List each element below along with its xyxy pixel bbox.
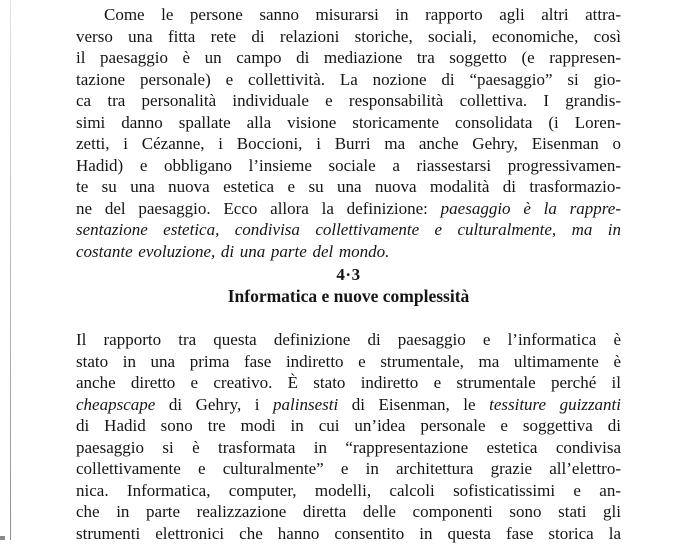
text-line <box>76 351 621 373</box>
body-text-segment: di Hadid sono tre modi in cui un’idea personale e soggettiva di <box>76 416 621 435</box>
text-line <box>76 176 621 198</box>
section-title: Informatica e nuove complessità <box>76 285 621 307</box>
text-line <box>76 69 621 91</box>
text-line <box>76 329 621 351</box>
text-line <box>76 219 621 241</box>
text-line <box>76 458 621 480</box>
body-text-segment: nica. Informatica, computer, modelli, calcoli sofisticatissimi e an- <box>76 481 621 500</box>
italic-text-segment: palinsesti <box>273 395 338 414</box>
body-text-segment: ca tra personalità individuale e responsabilità collettiva. I grandis- <box>76 91 621 110</box>
body-text-segment: te su una nuova estetica e su una nuova modalità di trasformazio- <box>76 177 621 196</box>
body-text-segment: che in parte realizzazione diretta delle componenti sono stati gli <box>76 502 621 521</box>
text-line <box>76 394 621 416</box>
text-line <box>76 26 621 48</box>
paragraph-informatica <box>76 329 621 544</box>
text-line <box>76 437 621 459</box>
body-text-segment: Il rapporto tra questa definizione di paesaggio e l’informatica è <box>76 330 621 349</box>
body-text-segment: il paesaggio è un campo di mediazione tra soggetto (e rappresen- <box>76 48 621 67</box>
text-line <box>76 480 621 502</box>
italic-text-segment: sentazione estetica, condivisa collettivamente e culturalmente, ma in <box>76 220 621 239</box>
body-text-segment: Hadid) e obbligano l’insieme sociale a riassestarsi progressivamen- <box>76 156 621 175</box>
body-text-segment: paesaggio si è trasformata in “rappresentazione estetica condivisa <box>76 438 621 457</box>
body-text-segment: zetti, i Cézanne, i Boccioni, i Burri ma anche Gehry, Eisenman o <box>76 134 621 153</box>
text-line <box>76 47 621 69</box>
body-text-segment: di Gehry, i <box>155 395 273 414</box>
body-text-segment: anche diretto e creativo. È stato indiretto e strumentale perché il <box>76 373 621 392</box>
body-text-segment: di Eisenman, le <box>338 395 489 414</box>
italic-text-segment: cheapscape <box>76 395 155 414</box>
text-line <box>76 501 621 523</box>
text-line <box>76 112 621 134</box>
body-text-segment: collettivamente e culturalmente” e in architettura grazie all’elettro- <box>76 459 621 478</box>
paragraph-definition-paesaggio <box>76 4 621 262</box>
italic-text-segment: tessiture guizzanti <box>489 395 621 414</box>
text-line <box>76 4 621 26</box>
text-line <box>76 372 621 394</box>
section-heading <box>76 264 621 307</box>
body-text-segment: verso una fitta rete di relazioni storiche, sociali, economiche, così <box>76 27 621 46</box>
page-scan-edge-line <box>10 0 11 540</box>
text-line <box>76 198 621 220</box>
page-scan-corner-mark <box>0 536 5 540</box>
italic-text-segment: paesaggio è la rappre- <box>441 199 621 218</box>
section-number: 4·3 <box>76 264 621 285</box>
body-text-segment: stato in una prima fase indiretto e strumentale, ma ultimamente è <box>76 352 621 371</box>
text-line <box>76 133 621 155</box>
text-line <box>76 241 621 263</box>
body-text-segment: strumenti elettronici che hanno consentito in questa fase storica la <box>76 524 621 543</box>
body-text-segment: ne del paesaggio. Ecco allora la definizione: <box>76 199 441 218</box>
body-text-segment: tazione personale) e collettività. La nozione di “paesaggio” si gio- <box>76 70 621 89</box>
text-line <box>76 415 621 437</box>
body-text-segment: simi danno spallate alla visione storicamente consolidata (i Loren- <box>76 113 621 132</box>
text-line <box>76 155 621 177</box>
text-line <box>76 523 621 544</box>
text-line <box>76 90 621 112</box>
italic-text-segment: costante evoluzione, di una parte del mondo. <box>76 242 389 261</box>
book-page-text-block <box>76 0 621 540</box>
body-text-segment: Come le persone sanno misurarsi in rapporto agli altri attra- <box>104 5 621 24</box>
